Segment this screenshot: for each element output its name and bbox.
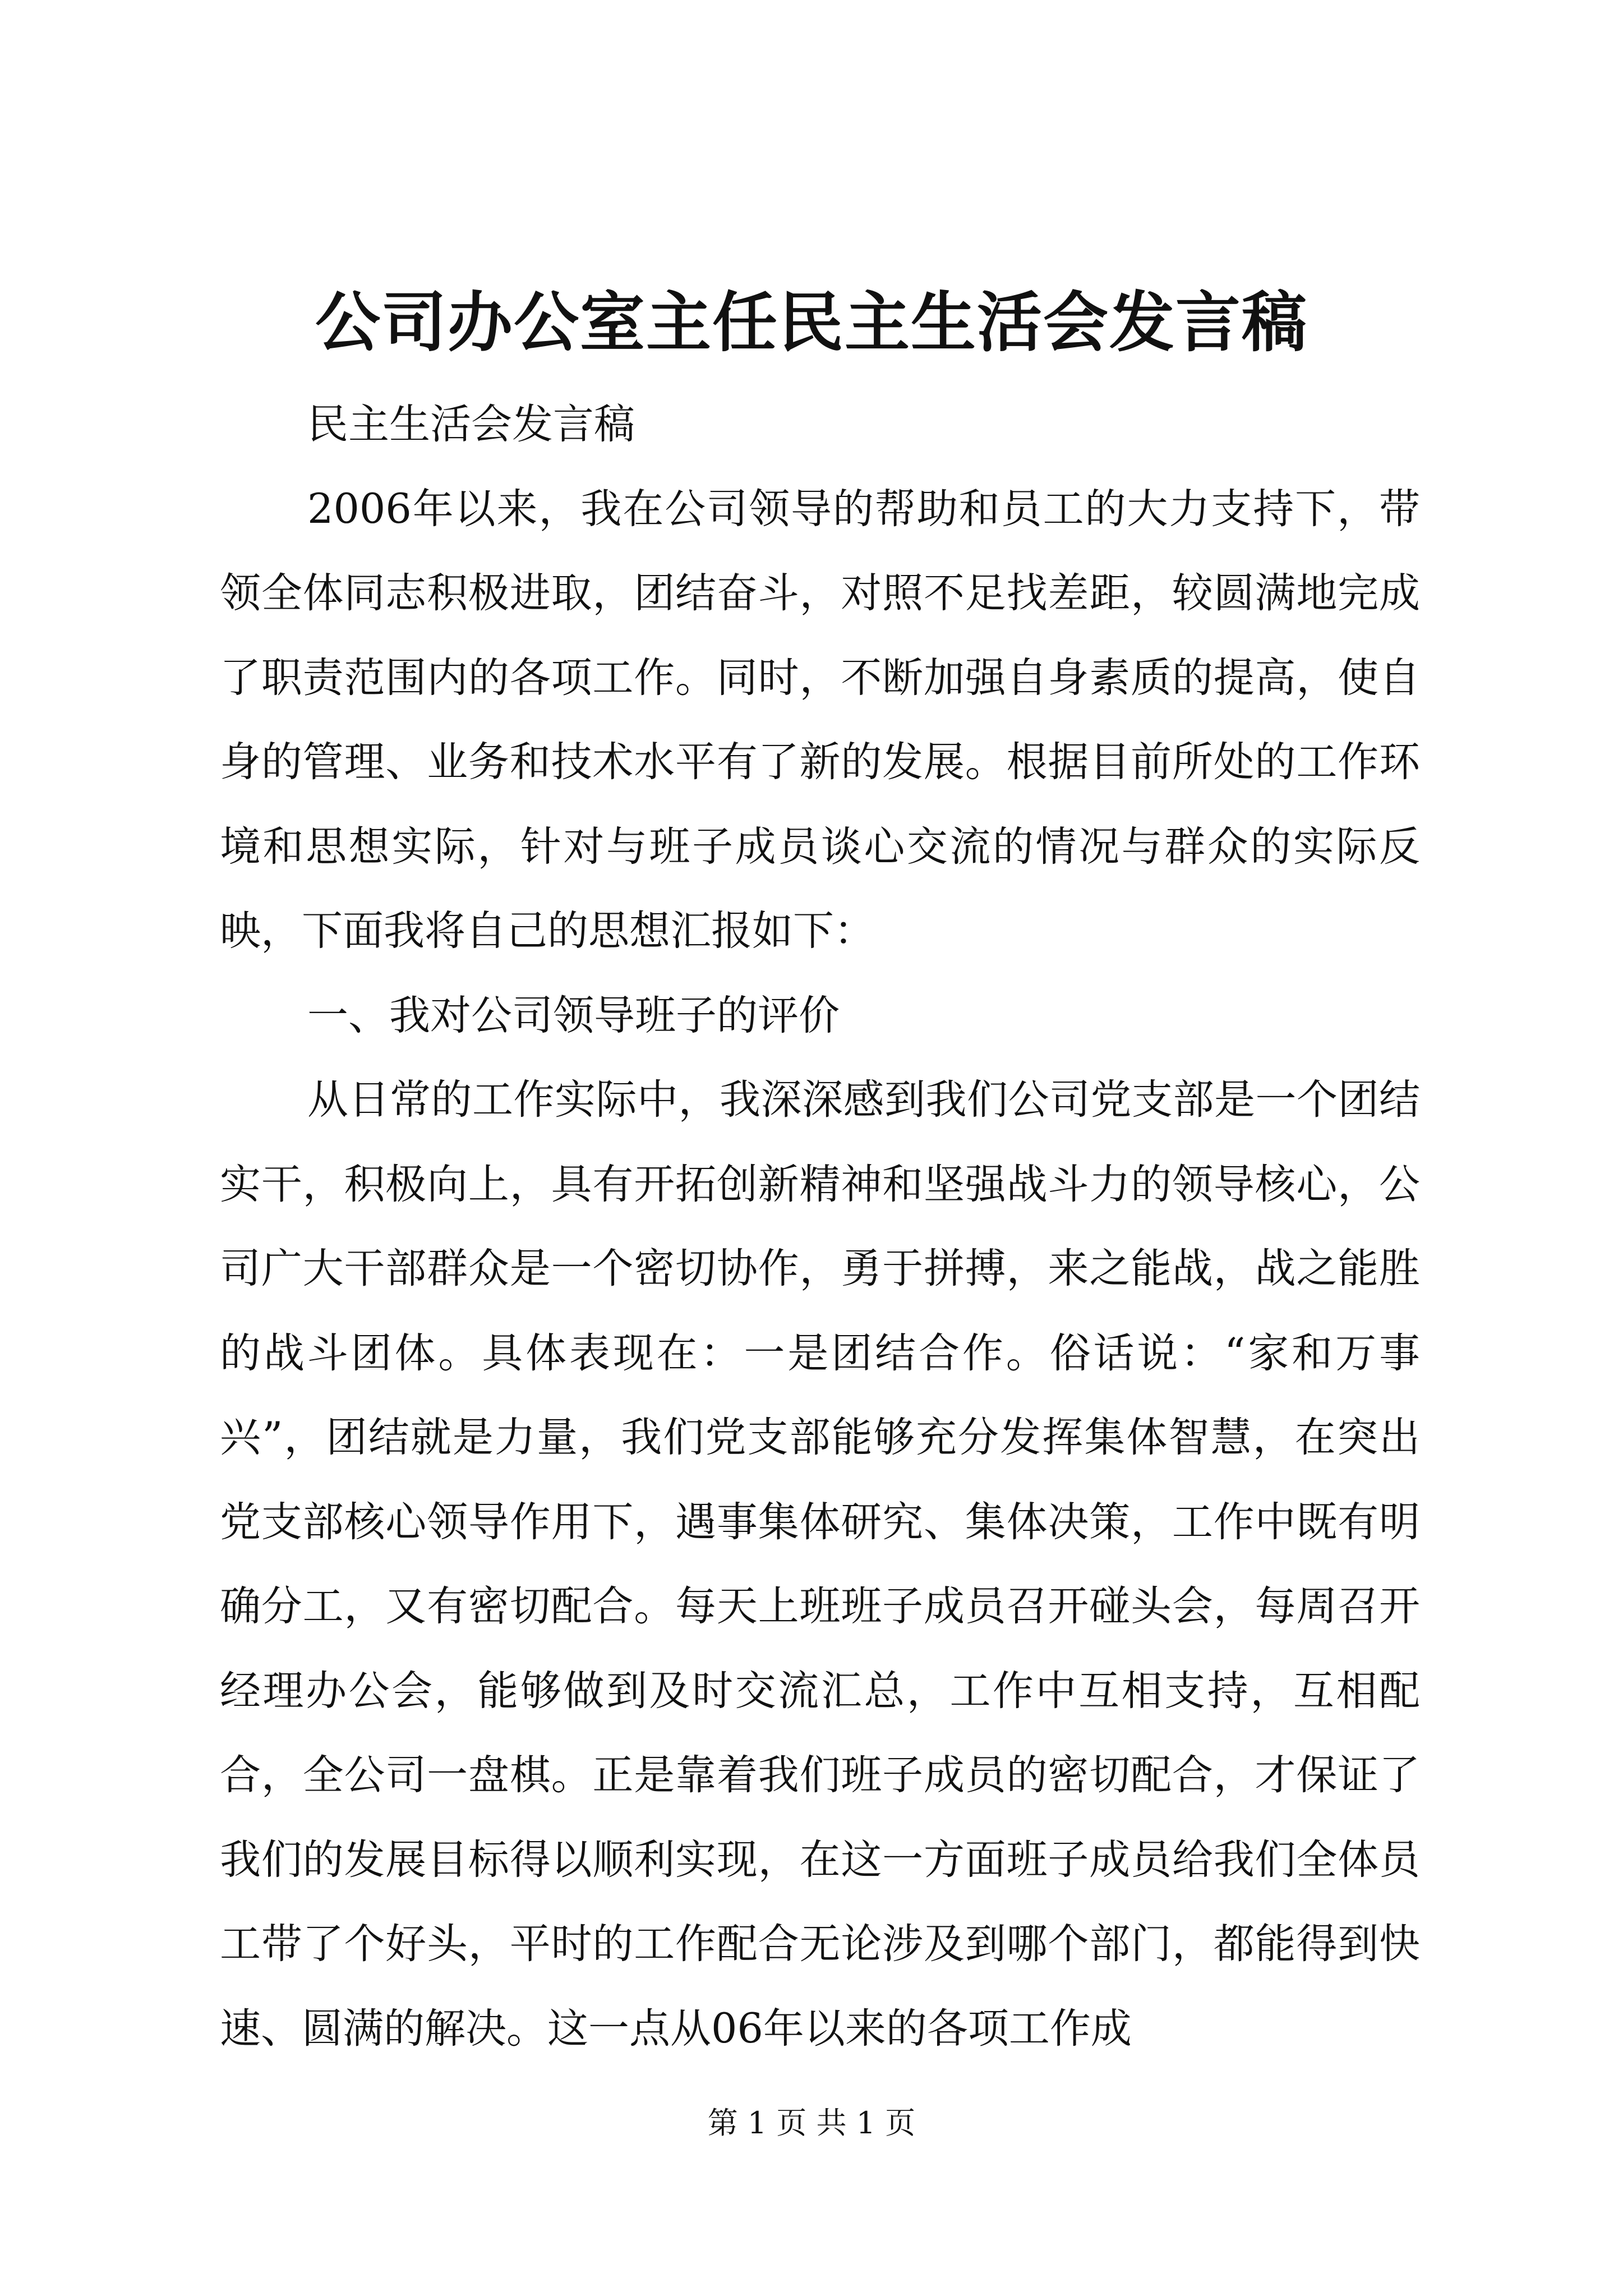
- paragraph-evaluation: 从日常的工作实际中，我深深感到我们公司党支部是一个团结实干，积极向上，具有开拓创新精神和坚强战斗力的领导核心，公司广大干部群众是一个密切协作，勇于拼搏，来之能战，战之能胜的战斗团体。具体表现在：一是团结合作。俗话说：“家和万事兴”，团结就是力量，我们党支部能够充分发挥集体智慧，在突出党支部核心领导作用下，遇事集体研究、集体决策，工作中既有明确分工，又有密切配合。每天上班班子成员召开碰头会，每周召开经理办公会，能够做到及时交流汇总，工作中互相支持，互相配合，全公司一盘棋。正是靠着我们班子成员的密切配合，才保证了我们的发展目标得以顺利实现，在这一方面班子成员给我们全体员工带了个好头，平时的工作配合无论涉及到哪个部门，都能得到快速、圆满的解决。这一点从06年以来的各项工作成: [220, 1076, 1420, 2053]
- paragraph-subtitle: 民主生活会发言稿: [307, 401, 635, 448]
- document-title: 公司办公室主任民主生活会发言稿: [315, 284, 1308, 361]
- page-footer: 第 1 页 共 1 页: [707, 2105, 916, 2141]
- section-heading-1: 一、我对公司领导班子的评价: [307, 991, 840, 1039]
- document-body: [220, 383, 1420, 2071]
- paragraph-intro: 2006年以来，我在公司领导的帮助和员工的大力支持下，带领全体同志积极进取，团结奋斗，对照不足找差距，较圆满地完成了职责范围内的各项工作。同时，不断加强自身素质的提高，使自身的管理、业务和技术水平有了新的发展。根据目前所处的工作环境和思想实际，针对与班子成员谈心交流的情况与群众的实际反映，下面我将自己的思想汇报如下：: [220, 485, 1420, 955]
